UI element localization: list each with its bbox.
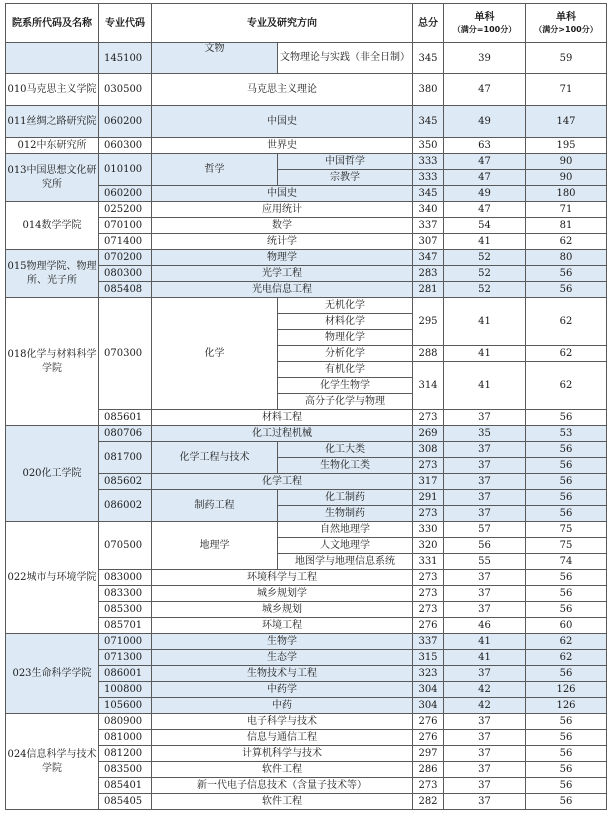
total-cell: 315: [413, 650, 444, 666]
code-cell: 060200: [99, 186, 152, 202]
single-over-100-cell: 75: [526, 522, 607, 538]
single-100-cell: 37: [444, 458, 526, 474]
single-over-100-cell: 81: [526, 218, 607, 234]
table-row: [6, 250, 607, 266]
total-cell: 308: [413, 442, 444, 458]
single-100-cell: 47: [444, 154, 526, 170]
single-100-cell: 37: [444, 730, 526, 746]
total-cell: 350: [413, 138, 444, 154]
header-row: [6, 4, 607, 43]
major-cell: 化工过程机械: [152, 426, 413, 442]
major-cell: 光学工程: [152, 266, 413, 282]
direction-cell: 人文地理学: [278, 538, 413, 554]
total-cell: 314: [413, 362, 444, 410]
total-cell: 320: [413, 538, 444, 554]
dept-cell: 023生命科学学院: [6, 634, 99, 714]
total-cell: 273: [413, 458, 444, 474]
major-cell: 统计学: [152, 234, 413, 250]
total-cell: 337: [413, 634, 444, 650]
total-cell: 286: [413, 762, 444, 778]
major-cell: 中药: [152, 698, 413, 714]
single-100-cell: 41: [444, 650, 526, 666]
direction-cell: 生物制药: [278, 506, 413, 522]
single-over-100-cell: 56: [526, 746, 607, 762]
single-100-cell: 47: [444, 170, 526, 186]
header-single-over-100-sub: （满分>100分）: [534, 25, 598, 34]
total-cell: 282: [413, 794, 444, 810]
major-cell: 地理学: [152, 522, 278, 570]
major-cell: 中国史: [152, 106, 413, 138]
total-cell: 345: [413, 186, 444, 202]
direction-cell: 化工制药: [278, 490, 413, 506]
table-row: [6, 426, 607, 442]
total-cell: 307: [413, 234, 444, 250]
code-cell: 105600: [99, 698, 152, 714]
header-single-100-label: 单科: [474, 12, 495, 23]
code-cell: 070100: [99, 218, 152, 234]
code-cell: 083500: [99, 762, 152, 778]
major-cell: 中药学: [152, 682, 413, 698]
single-over-100-cell: 56: [526, 602, 607, 618]
header-total: 总分: [413, 4, 444, 43]
single-100-cell: 37: [444, 666, 526, 682]
total-cell: 291: [413, 490, 444, 506]
total-cell: 273: [413, 410, 444, 426]
table-row: [6, 714, 607, 730]
total-cell: 317: [413, 474, 444, 490]
code-cell: 070300: [99, 298, 152, 410]
single-over-100-cell: 195: [526, 138, 607, 154]
header-single-100-sub: （满分=100分）: [452, 25, 517, 34]
total-cell: 331: [413, 554, 444, 570]
major-cell: 环境科学与工程: [152, 570, 413, 586]
single-over-100-cell: 56: [526, 714, 607, 730]
major-cell: 数学: [152, 218, 413, 234]
single-over-100-cell: 56: [526, 666, 607, 682]
single-over-100-cell: 71: [526, 202, 607, 218]
dept-cell: 018化学与材料科学学院: [6, 298, 99, 426]
single-100-cell: 47: [444, 74, 526, 106]
major-cell: 计算机科学与技术: [152, 746, 413, 762]
single-100-cell: 39: [444, 43, 526, 74]
total-cell: 273: [413, 586, 444, 602]
major-cell: 生物技术与工程: [152, 666, 413, 682]
direction-cell: 化学生物学: [278, 378, 413, 394]
major-cell: 电子科学与技术: [152, 714, 413, 730]
direction-cell: 物理化学: [278, 330, 413, 346]
total-cell: 281: [413, 282, 444, 298]
single-over-100-cell: 53: [526, 426, 607, 442]
total-cell: 269: [413, 426, 444, 442]
major-cell: 哲学: [152, 154, 278, 186]
code-cell: 085401: [99, 778, 152, 794]
dept-cell: 012中东研究所: [6, 138, 99, 154]
single-over-100-cell: 62: [526, 650, 607, 666]
single-100-cell: 52: [444, 266, 526, 282]
single-over-100-cell: 90: [526, 170, 607, 186]
single-over-100-cell: 62: [526, 346, 607, 362]
major-cell: 软件工程: [152, 762, 413, 778]
total-cell: 276: [413, 714, 444, 730]
major-cell: 材料工程: [152, 410, 413, 426]
single-100-cell: 41: [444, 234, 526, 250]
code-cell: 070500: [99, 522, 152, 570]
dept-cell: 020化工学院: [6, 426, 99, 522]
single-over-100-cell: 80: [526, 250, 607, 266]
single-over-100-cell: 180: [526, 186, 607, 202]
total-cell: 273: [413, 506, 444, 522]
single-over-100-cell: 74: [526, 554, 607, 570]
direction-cell: 无机化学: [278, 298, 413, 314]
header-code: 专业代码: [99, 4, 152, 43]
single-100-cell: 47: [444, 202, 526, 218]
code-cell: 081200: [99, 746, 152, 762]
direction-cell: 高分子化学与物理: [278, 394, 413, 410]
total-cell: 273: [413, 778, 444, 794]
total-cell: 297: [413, 746, 444, 762]
total-cell: 288: [413, 346, 444, 362]
single-over-100-cell: 56: [526, 458, 607, 474]
header-single-over-100-label: 单科: [556, 12, 576, 23]
major-cell: 环境工程: [152, 618, 413, 634]
direction-cell: 中国哲学: [278, 154, 413, 170]
total-cell: 304: [413, 698, 444, 714]
code-cell: 080300: [99, 266, 152, 282]
code-cell: 071300: [99, 650, 152, 666]
major-cell: 马克思主义理论: [152, 74, 413, 106]
single-over-100-cell: 56: [526, 266, 607, 282]
table-row: [6, 298, 607, 314]
code-cell: 025200: [99, 202, 152, 218]
single-100-cell: 41: [444, 634, 526, 650]
single-over-100-cell: 62: [526, 298, 607, 346]
score-table: [5, 3, 607, 810]
single-100-cell: 37: [444, 586, 526, 602]
code-cell: 071400: [99, 234, 152, 250]
code-cell: 081700: [99, 442, 152, 474]
header-major: 专业及研究方向: [152, 4, 413, 43]
direction-cell: 分析化学: [278, 346, 413, 362]
major-cell: 文物: [152, 43, 278, 74]
single-100-cell: 37: [444, 474, 526, 490]
single-100-cell: 57: [444, 522, 526, 538]
dept-cell: 022城市与环境学院: [6, 522, 99, 634]
single-over-100-cell: 56: [526, 778, 607, 794]
single-100-cell: 56: [444, 538, 526, 554]
table-row: [6, 106, 607, 138]
total-cell: 347: [413, 250, 444, 266]
major-cell: 制药工程: [152, 490, 278, 522]
code-cell: 080706: [99, 426, 152, 442]
major-cell: 化学: [152, 298, 278, 410]
header-single-100: [444, 4, 526, 43]
single-over-100-cell: 56: [526, 490, 607, 506]
code-cell: 030500: [99, 74, 152, 106]
major-cell: 应用统计: [152, 202, 413, 218]
major-cell: 中国史: [152, 186, 413, 202]
single-over-100-cell: 90: [526, 154, 607, 170]
major-cell: 生物学: [152, 634, 413, 650]
total-cell: 273: [413, 570, 444, 586]
major-cell: 新一代电子信息技术（含量子技术等）: [152, 778, 413, 794]
code-cell: 083300: [99, 586, 152, 602]
total-cell: 276: [413, 730, 444, 746]
major-cell: 世界史: [152, 138, 413, 154]
single-over-100-cell: 59: [526, 43, 607, 74]
single-100-cell: 49: [444, 106, 526, 138]
single-100-cell: 46: [444, 618, 526, 634]
single-over-100-cell: 147: [526, 106, 607, 138]
code-cell: 071000: [99, 634, 152, 650]
code-cell: 085408: [99, 282, 152, 298]
single-100-cell: 41: [444, 346, 526, 362]
code-cell: 070200: [99, 250, 152, 266]
single-100-cell: 41: [444, 362, 526, 410]
dept-cell: 010马克思主义学院: [6, 74, 99, 106]
single-100-cell: 37: [444, 442, 526, 458]
total-cell: 330: [413, 522, 444, 538]
table-row: [6, 154, 607, 170]
code-cell: 086001: [99, 666, 152, 682]
single-over-100-cell: 56: [526, 282, 607, 298]
major-cell: 信息与通信工程: [152, 730, 413, 746]
dept-cell-empty: [6, 43, 99, 74]
direction-cell: 宗教学: [278, 170, 413, 186]
single-100-cell: 37: [444, 794, 526, 810]
code-cell: 080900: [99, 714, 152, 730]
single-over-100-cell: 56: [526, 506, 607, 522]
code-cell: 085405: [99, 794, 152, 810]
code-cell: 145100: [99, 43, 152, 74]
single-over-100-cell: 75: [526, 538, 607, 554]
total-cell: 345: [413, 43, 444, 74]
single-over-100-cell: 56: [526, 586, 607, 602]
direction-cell: 化工大类: [278, 442, 413, 458]
single-100-cell: 49: [444, 186, 526, 202]
code-cell: 083000: [99, 570, 152, 586]
total-cell: 273: [413, 602, 444, 618]
single-over-100-cell: 62: [526, 634, 607, 650]
single-100-cell: 41: [444, 298, 526, 346]
single-over-100-cell: 56: [526, 794, 607, 810]
direction-cell: 自然地理学: [278, 522, 413, 538]
single-over-100-cell: 126: [526, 698, 607, 714]
major-cell: 化学工程与技术: [152, 442, 278, 474]
single-100-cell: 37: [444, 714, 526, 730]
single-100-cell: 52: [444, 282, 526, 298]
single-over-100-cell: 62: [526, 234, 607, 250]
major-cell: 生态学: [152, 650, 413, 666]
single-over-100-cell: 56: [526, 730, 607, 746]
single-100-cell: 42: [444, 698, 526, 714]
major-cell: 化学工程: [152, 474, 413, 490]
single-100-cell: 54: [444, 218, 526, 234]
header-dept: 院系所代码及名称: [6, 4, 99, 43]
table-row: [6, 74, 607, 106]
major-cell: 光电信息工程: [152, 282, 413, 298]
code-cell: 100800: [99, 682, 152, 698]
single-100-cell: 37: [444, 490, 526, 506]
direction-cell: 材料化学: [278, 314, 413, 330]
header-single-over-100: [526, 4, 607, 43]
single-over-100-cell: 56: [526, 442, 607, 458]
single-over-100-cell: 56: [526, 410, 607, 426]
total-cell: 276: [413, 618, 444, 634]
code-cell: 060200: [99, 106, 152, 138]
total-cell: 323: [413, 666, 444, 682]
single-100-cell: 55: [444, 554, 526, 570]
table-row: [6, 522, 607, 538]
table-row: [6, 138, 607, 154]
single-100-cell: 35: [444, 426, 526, 442]
total-cell: 345: [413, 106, 444, 138]
single-100-cell: 52: [444, 250, 526, 266]
total-cell: 333: [413, 154, 444, 170]
total-cell: 283: [413, 266, 444, 282]
total-cell: 333: [413, 170, 444, 186]
dept-cell: 011丝绸之路研究院: [6, 106, 99, 138]
single-100-cell: 37: [444, 506, 526, 522]
single-over-100-cell: 56: [526, 762, 607, 778]
single-100-cell: 37: [444, 746, 526, 762]
code-cell: 085701: [99, 618, 152, 634]
major-cell: 城乡规划: [152, 602, 413, 618]
dept-cell: 024信息科学与技术学院: [6, 714, 99, 810]
code-cell: 085601: [99, 410, 152, 426]
code-cell: 081000: [99, 730, 152, 746]
major-cell: 软件工程: [152, 794, 413, 810]
dept-cell: 013中国思想文化研究所: [6, 154, 99, 202]
single-over-100-cell: 71: [526, 74, 607, 106]
single-over-100-cell: 60: [526, 618, 607, 634]
single-over-100-cell: 56: [526, 474, 607, 490]
single-100-cell: 37: [444, 570, 526, 586]
single-over-100-cell: 126: [526, 682, 607, 698]
total-cell: 380: [413, 74, 444, 106]
direction-cell: 生物化工类: [278, 458, 413, 474]
total-cell: 295: [413, 298, 444, 346]
single-over-100-cell: 62: [526, 362, 607, 410]
table-row: [6, 634, 607, 650]
code-cell: 085300: [99, 602, 152, 618]
single-100-cell: 37: [444, 410, 526, 426]
total-cell: 340: [413, 202, 444, 218]
code-cell: 085602: [99, 474, 152, 490]
major-cell: 城乡规划学: [152, 586, 413, 602]
direction-cell: 地图学与地理信息系统: [278, 554, 413, 570]
code-cell: 060300: [99, 138, 152, 154]
table-row: [6, 43, 607, 74]
table-row: [6, 202, 607, 218]
single-100-cell: 37: [444, 778, 526, 794]
single-100-cell: 42: [444, 682, 526, 698]
direction-cell: 有机化学: [278, 362, 413, 378]
score-table-container: [5, 3, 607, 810]
major-cell: 物理学: [152, 250, 413, 266]
direction-cell: 文物理论与实践（非全日制）: [278, 43, 413, 74]
dept-cell: 014数学学院: [6, 202, 99, 250]
total-cell: 304: [413, 682, 444, 698]
code-cell: 010100: [99, 154, 152, 186]
single-over-100-cell: 56: [526, 570, 607, 586]
code-cell: 086002: [99, 490, 152, 522]
total-cell: 337: [413, 218, 444, 234]
single-100-cell: 63: [444, 138, 526, 154]
single-100-cell: 37: [444, 602, 526, 618]
single-100-cell: 37: [444, 762, 526, 778]
dept-cell: 015物理学院、物理所、光子所: [6, 250, 99, 298]
